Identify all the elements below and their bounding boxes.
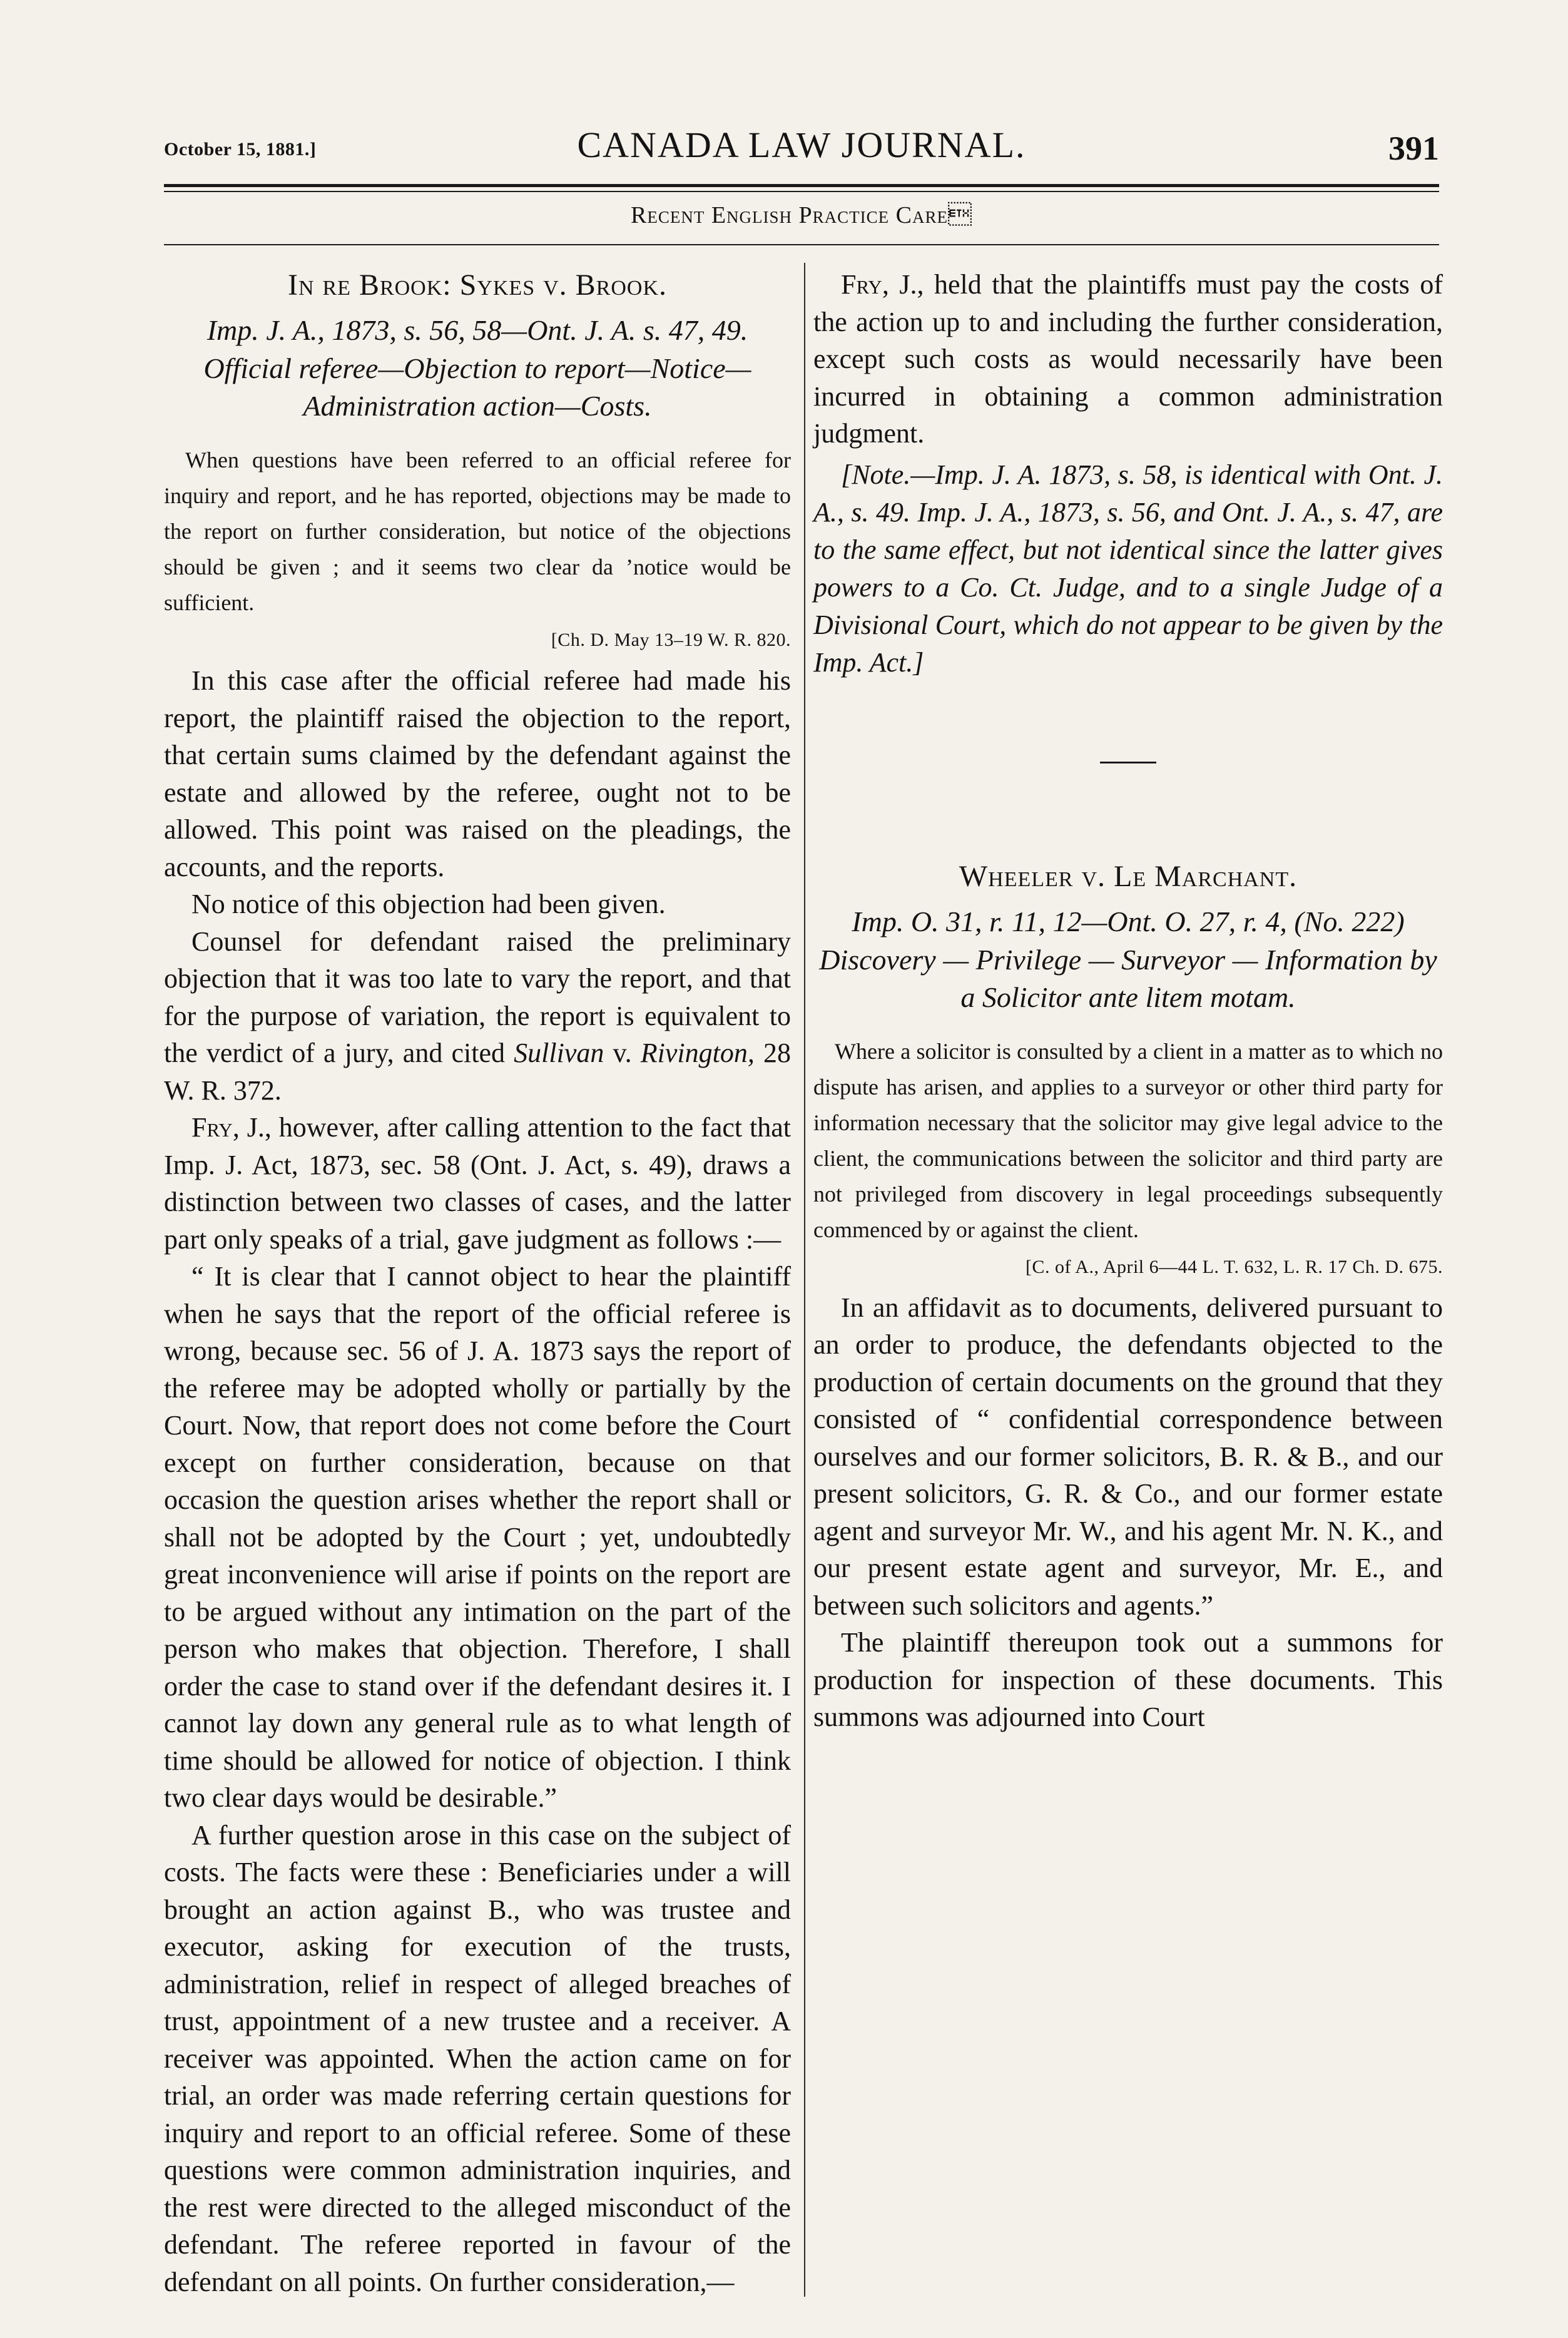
page-number: 391 bbox=[1388, 130, 1439, 167]
case-citation-wheeler: Imp. O. 31, r. 11, 12—Ont. O. 27, r. 4, (No. 222) bbox=[852, 905, 1405, 937]
paragraph: In an affidavit as to documents, delivered pursuant to an order to produce, the defendants objected to the production of certain documents on the ground that they consisted of “ confidential correspondence between ourselves and our former solicitors, B. R. & B., and our present solicitors, G. R. & Co., and our former estate agent and surveyor Mr. W., and his agent Mr. N. K., and our present estate agent and surveyor, Mr. E., and between such solicitors and agents.” bbox=[813, 1292, 1443, 1621]
header-rule-thin bbox=[164, 191, 1439, 192]
text-run: Counsel for defendant raised the preliminary objection that it was too late to vary the report, and that for the purpose of variation, the report is equivalent to the verdict of a jury, and cited bbox=[164, 926, 791, 1068]
paragraph: The plaintiff thereupon took out a summons for production for inspection of these documents. This summons was adjourned into Court bbox=[813, 1627, 1443, 1732]
paragraph bbox=[164, 1109, 791, 1258]
section-rule bbox=[164, 244, 1439, 245]
case-citation-brook: Imp. J. A., 1873, s. 56, 58—Ont. J. A. s. 47, 49. bbox=[206, 314, 748, 346]
paragraph bbox=[164, 923, 791, 1110]
text-run: v. bbox=[604, 1038, 641, 1068]
reporter-citation-brook: [Ch. D. May 13–19 W. R. 820. bbox=[551, 630, 791, 650]
left-column bbox=[164, 266, 791, 2300]
journal-title: CANADA LAW JOURNAL. bbox=[577, 125, 1026, 165]
running-head bbox=[164, 123, 1439, 166]
paragraph: No notice of this objection had been given. bbox=[191, 889, 666, 919]
judge-name: Fry bbox=[191, 1112, 233, 1143]
paragraph: A further question arose in this case on the subject of costs. The facts were these : Beneficiaries under a will brought an action against B., who was trustee and executor, asking for execution of the trusts, administration, relief in respect of alleged breaches of trust, appointment of a new trustee and a receiver. A receiver was appointed. When the action came on for trial, an order was made referring certain questions for inquiry and report to an official referee. Some of these questions were common administration inquiries, and the rest were directed to the alleged misconduct of the defendant. The referee reported in favour of the defendant on all points. On further consideration,— bbox=[164, 1819, 791, 2297]
text-run: 28 W. R. 372. bbox=[164, 1038, 791, 1106]
header-rule-thick bbox=[164, 184, 1439, 187]
judgment-quote: “ It is clear that I cannot object to hear the plaintiff when he says that the report of the official referee is wrong, because sec. 56 of J. A. 1873 says the report of the referee may be adopted wholly or partially by the Court. Now, that report does not come before the Court except on further consideration, because on that occasion the question arises whether the report shall or shall not be adopted by the Court ; yet, undoubtedly great inconvenience will arise if points on the report are to be argued without any intimation on the part of the person who makes that objection. Therefore, I shall order the case to stand over if the defendant desires it. I cannot lay down any general rule as to what length of time should be allowed for notice of objection. I think two clear days would be desirable.” bbox=[164, 1261, 791, 1813]
issue-date: October 15, 1881.] bbox=[164, 139, 317, 160]
reporter-citation-wheeler: [C. of A., April 6—44 L. T. 632, L. R. 17 Ch. D. 675. bbox=[1025, 1256, 1443, 1277]
case-separator bbox=[1100, 762, 1156, 763]
paragraph: In this case after the official referee had made his report, the plaintiff raised the objection to the report, that certain sums claimed by the defendant against the estate and allowed by the referee, ought not to be allowed. This point was raised on the pleadings, the accounts, and the reports. bbox=[164, 665, 791, 882]
paragraph bbox=[813, 266, 1443, 452]
column-divider bbox=[804, 263, 805, 2297]
case-name: Sullivan bbox=[514, 1038, 604, 1068]
case-title-brook: In re Brook: Sykes v. Brook. bbox=[287, 268, 668, 302]
editorial-note: [Note.—Imp. J. A. 1873, s. 58, is identical with Ont. J. A., s. 49. Imp. J. A., 1873, s. 56, and Ont. J. A., s. 47, are to the same effect, but not identical since the latter gives powers to a Co. Ct. Judge, and to a single Judge of a Divisional Court, which do not appear to be given by the Imp. Act.] bbox=[813, 459, 1443, 678]
judge-name: Fry bbox=[841, 269, 882, 300]
case-name: Rivington, bbox=[640, 1038, 755, 1068]
headnote-brook: When questions have been referred to an official referee for inquiry and report, and he has reported, objections may be made to the report on further consideration, but notice of the objections should be given ; and it seems two clear da ’notice would be sufficient. bbox=[164, 447, 791, 615]
section-heading: Recent English Practice Care bbox=[630, 202, 973, 228]
right-column bbox=[813, 266, 1443, 1736]
headnote-wheeler: Where a solicitor is consulted by a client in a matter as to which no dispute has arisen, and applies to a surveyor or other third party for information necessary that the solicitor may give legal advice to the client, the communications between the solicitor and third party are not privileged from discovery in legal proceedings subsequently commenced by or against the client. bbox=[813, 1038, 1443, 1242]
text-run: , J., held that the plaintiffs must pay the costs of the action up to and including the further consideration, except such costs as would necessarily have been incurred in obtaining a common administration judgment. bbox=[813, 269, 1443, 449]
case-title-wheeler: Wheeler v. Le Marchant. bbox=[959, 859, 1298, 893]
text-run: , J., however, after calling attention to the fact that Imp. J. Act, 1873, sec. 58 (Ont. J. Act, s. 49), draws a distinction between two classes of cases, and the latter part only speaks of a trial, gave judgment as follows :— bbox=[164, 1112, 791, 1255]
case-topic-wheeler: Discovery — Privilege — Surveyor — Information by a Solicitor ante litem motam. bbox=[819, 943, 1437, 1013]
case-topic-brook: Official referee—Objection to report—Notice— Administration action—Costs. bbox=[203, 352, 751, 422]
